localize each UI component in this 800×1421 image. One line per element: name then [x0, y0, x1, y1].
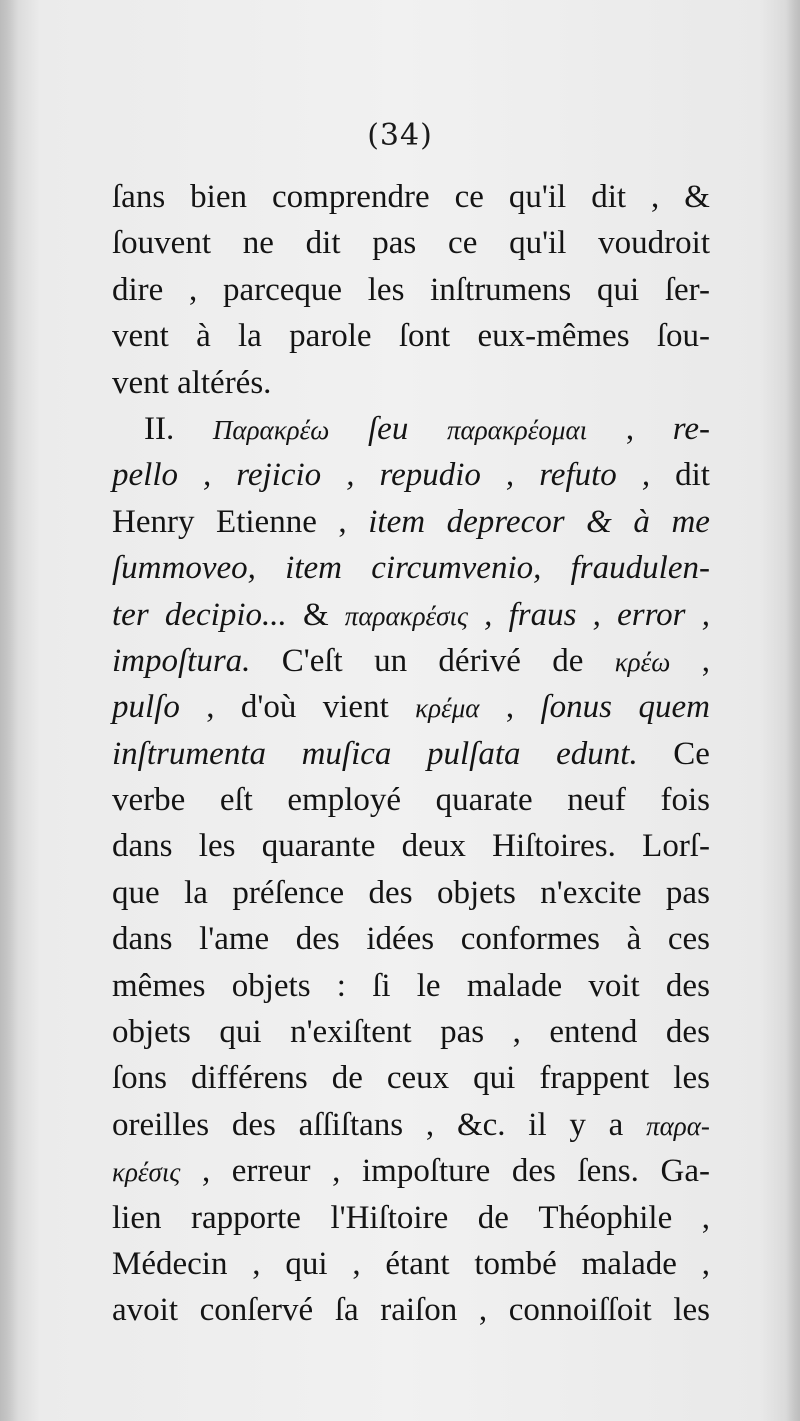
greek-word: παρα-	[646, 1110, 710, 1141]
text-segment: ſeu	[359, 410, 417, 447]
word: dit	[591, 179, 627, 215]
word: fraus	[508, 596, 577, 633]
word: error	[617, 596, 686, 633]
word: ,	[189, 271, 198, 308]
word: un	[374, 642, 408, 679]
word: ſans	[112, 179, 166, 215]
word: malade	[466, 967, 563, 1004]
word: des	[511, 1153, 556, 1190]
text-line	[112, 870, 710, 916]
word: des	[368, 874, 413, 911]
word: connoiſſoit	[508, 1292, 652, 1329]
word: me	[671, 503, 710, 540]
word: raiſon	[380, 1292, 458, 1329]
text-segment: vent altérés.	[112, 364, 272, 401]
word: des	[665, 967, 710, 1004]
word: erreur	[231, 1153, 311, 1190]
word: ,	[332, 1153, 341, 1190]
word: &c.	[456, 1106, 506, 1143]
word: dit	[305, 225, 341, 262]
word: aſſiſtans	[298, 1106, 404, 1143]
word: idées	[366, 921, 435, 958]
word: Hiſtoires.	[492, 828, 616, 865]
text-line	[112, 1009, 710, 1055]
greek-word: κρέω	[614, 646, 671, 677]
word: quem	[638, 689, 710, 726]
word: employé	[287, 782, 402, 819]
word: ,	[203, 457, 212, 494]
word: ceux	[386, 1060, 450, 1097]
word: ,	[505, 689, 515, 726]
word: l'Hiſtoire	[330, 1199, 449, 1236]
word: ſens.	[577, 1153, 639, 1190]
word: ,	[651, 179, 660, 215]
word: y	[569, 1106, 586, 1143]
greek-word: κρέσις	[112, 1157, 181, 1188]
word: oreilles	[112, 1106, 210, 1143]
word: pulſata	[427, 735, 521, 772]
word: fois	[660, 782, 710, 819]
text-line	[112, 731, 710, 777]
word: ſont	[398, 318, 451, 355]
text-line	[112, 1148, 710, 1194]
word: de	[552, 642, 584, 679]
word: ,	[641, 457, 651, 494]
word: qui	[219, 1014, 262, 1051]
word: des	[295, 921, 340, 958]
word: ſou-	[656, 318, 710, 355]
text-line	[112, 313, 710, 359]
word: pas	[372, 225, 417, 262]
word: pulſo	[112, 689, 180, 726]
word: ,	[425, 1106, 435, 1143]
word: tombé	[474, 1245, 557, 1282]
greek-word: Παρακρέω	[212, 414, 330, 445]
word: de	[477, 1199, 509, 1236]
word: à	[626, 921, 642, 958]
word: que	[112, 874, 160, 911]
word: parceque	[222, 271, 343, 308]
word: a	[608, 1106, 624, 1143]
word: pas	[665, 874, 710, 911]
text-line	[112, 963, 710, 1009]
word: ſa	[334, 1292, 359, 1329]
word: ſer-	[664, 271, 710, 308]
word: voudroit	[598, 225, 710, 262]
word: ,	[592, 596, 601, 633]
text-line	[112, 545, 710, 591]
word: ſonus	[540, 689, 613, 726]
text-line	[112, 592, 710, 638]
word: Ce	[673, 735, 710, 772]
text-line	[112, 220, 710, 266]
word: les	[367, 271, 405, 308]
word: rejicio	[236, 457, 322, 494]
word: lien	[112, 1199, 162, 1236]
word: &	[684, 179, 710, 215]
word: parole	[289, 318, 372, 355]
text-segment: ,	[617, 410, 643, 447]
word: ,	[352, 1245, 361, 1282]
word: circumvenio,	[371, 550, 542, 587]
word: bien	[190, 179, 247, 215]
text-line	[112, 452, 710, 498]
word: de	[331, 1060, 363, 1097]
word: &	[586, 503, 612, 540]
word: eux-mêmes	[477, 318, 630, 355]
text-line	[112, 1102, 710, 1148]
word: ,	[346, 457, 355, 494]
word: comprendre	[272, 179, 430, 215]
word: ,	[701, 1199, 710, 1236]
word: Médecin	[112, 1245, 228, 1282]
word: ,	[484, 596, 493, 633]
text-line	[112, 1287, 710, 1333]
greek-word: κρέμα	[415, 693, 480, 724]
word: deux	[401, 828, 466, 865]
word: ,	[701, 596, 710, 633]
text-line	[112, 684, 710, 730]
word: ter	[112, 596, 149, 633]
text-line	[112, 360, 710, 406]
text-line	[112, 916, 710, 962]
word: la	[184, 874, 208, 911]
word: objets	[112, 1014, 191, 1051]
word: inſtrumens	[430, 271, 572, 308]
word: les	[198, 828, 236, 865]
word: dire	[112, 271, 164, 308]
text-line	[112, 406, 710, 452]
body-text	[112, 174, 710, 1334]
greek-word: παρακρέσις	[344, 600, 468, 631]
word: quarate	[435, 782, 533, 819]
word: edunt.	[556, 735, 638, 772]
word: l'ame	[199, 921, 270, 958]
word: quarante	[261, 828, 376, 865]
word: Ga-	[660, 1153, 710, 1190]
word: conformes	[460, 921, 600, 958]
word: rapporte	[191, 1199, 301, 1236]
word: ne	[242, 225, 274, 262]
word: pello	[112, 457, 178, 494]
word: étant	[385, 1245, 450, 1282]
text-line	[112, 823, 710, 869]
word: dérivé	[438, 642, 521, 679]
word: inſtrumenta	[112, 735, 266, 772]
word: vent	[112, 318, 169, 355]
word: il	[528, 1106, 547, 1143]
word: pas	[440, 1014, 485, 1051]
word: qui	[473, 1060, 516, 1097]
word: impoſture	[361, 1153, 491, 1190]
word: dit	[675, 457, 710, 494]
word: item	[368, 503, 426, 540]
word: repudio	[379, 457, 481, 494]
text-line	[112, 777, 710, 823]
word: qui	[285, 1245, 328, 1282]
word: ,	[505, 457, 515, 494]
word: ſi	[372, 967, 391, 1004]
word: différens	[191, 1060, 308, 1097]
word: qui	[596, 271, 640, 308]
word: avoit	[112, 1292, 178, 1329]
word: ſummoveo,	[112, 550, 256, 587]
word: ,	[512, 1014, 521, 1051]
word: item	[285, 550, 342, 587]
word: Théophile	[538, 1199, 673, 1236]
word: frappent	[539, 1060, 650, 1097]
word: C'eſt	[281, 642, 343, 679]
word: decipio...	[164, 596, 287, 633]
word: qu'il	[508, 179, 567, 215]
word: ,	[701, 642, 710, 679]
text-segment: II.	[144, 410, 183, 447]
word: objets	[231, 967, 311, 1004]
word: ,	[701, 1245, 710, 1282]
word: eſt	[219, 782, 253, 819]
text-line	[112, 267, 710, 313]
word: Etienne	[216, 503, 317, 540]
word: dans	[112, 921, 173, 958]
word: des	[665, 1014, 710, 1051]
word: &	[302, 596, 329, 633]
word: Lorſ-	[642, 828, 710, 865]
word: ,	[206, 689, 215, 726]
word: verbe	[112, 782, 186, 819]
text-line	[112, 1055, 710, 1101]
word: ,	[252, 1245, 261, 1282]
word: neuf	[567, 782, 626, 819]
word: les	[673, 1060, 710, 1097]
word: objets	[436, 874, 516, 911]
word: ,	[478, 1292, 488, 1329]
word: refuto	[539, 457, 617, 494]
word: la	[238, 318, 262, 355]
word: ſouvent	[112, 225, 211, 262]
word: muſica	[301, 735, 392, 772]
word: ce	[454, 179, 484, 215]
word: mêmes	[112, 967, 206, 1004]
word: fraudulen-	[570, 550, 710, 587]
word: ,	[338, 503, 347, 540]
word: impoſtura.	[112, 642, 251, 679]
word: vient	[322, 689, 389, 726]
word: ces	[667, 921, 710, 958]
word: à	[196, 318, 211, 355]
text-segment: re-	[672, 410, 710, 447]
word: deprecor	[446, 503, 565, 540]
word: n'exiſtent	[290, 1014, 412, 1051]
word: d'où	[240, 689, 297, 726]
greek-word: παρακρέομαι	[447, 414, 588, 445]
word: ,	[201, 1153, 211, 1190]
word: n'excite	[540, 874, 642, 911]
word: les	[673, 1292, 710, 1329]
word: ſons	[112, 1060, 168, 1097]
word: qu'il	[509, 225, 567, 262]
word: à	[633, 503, 650, 540]
text-line	[112, 499, 710, 545]
word: dans	[112, 828, 173, 865]
text-line	[112, 1241, 710, 1287]
text-line	[112, 174, 710, 220]
word: conſervé	[199, 1292, 314, 1329]
word: des	[231, 1106, 276, 1143]
page-number: (34)	[367, 118, 433, 153]
text-line	[112, 638, 710, 684]
text-line	[112, 1195, 710, 1241]
word: malade	[581, 1245, 677, 1282]
word: :	[336, 967, 346, 1004]
word: Henry	[112, 503, 195, 540]
word: ce	[448, 225, 478, 262]
word: entend	[549, 1014, 638, 1051]
word: voit	[588, 967, 640, 1004]
word: préſence	[232, 874, 345, 911]
word: le	[416, 967, 441, 1004]
